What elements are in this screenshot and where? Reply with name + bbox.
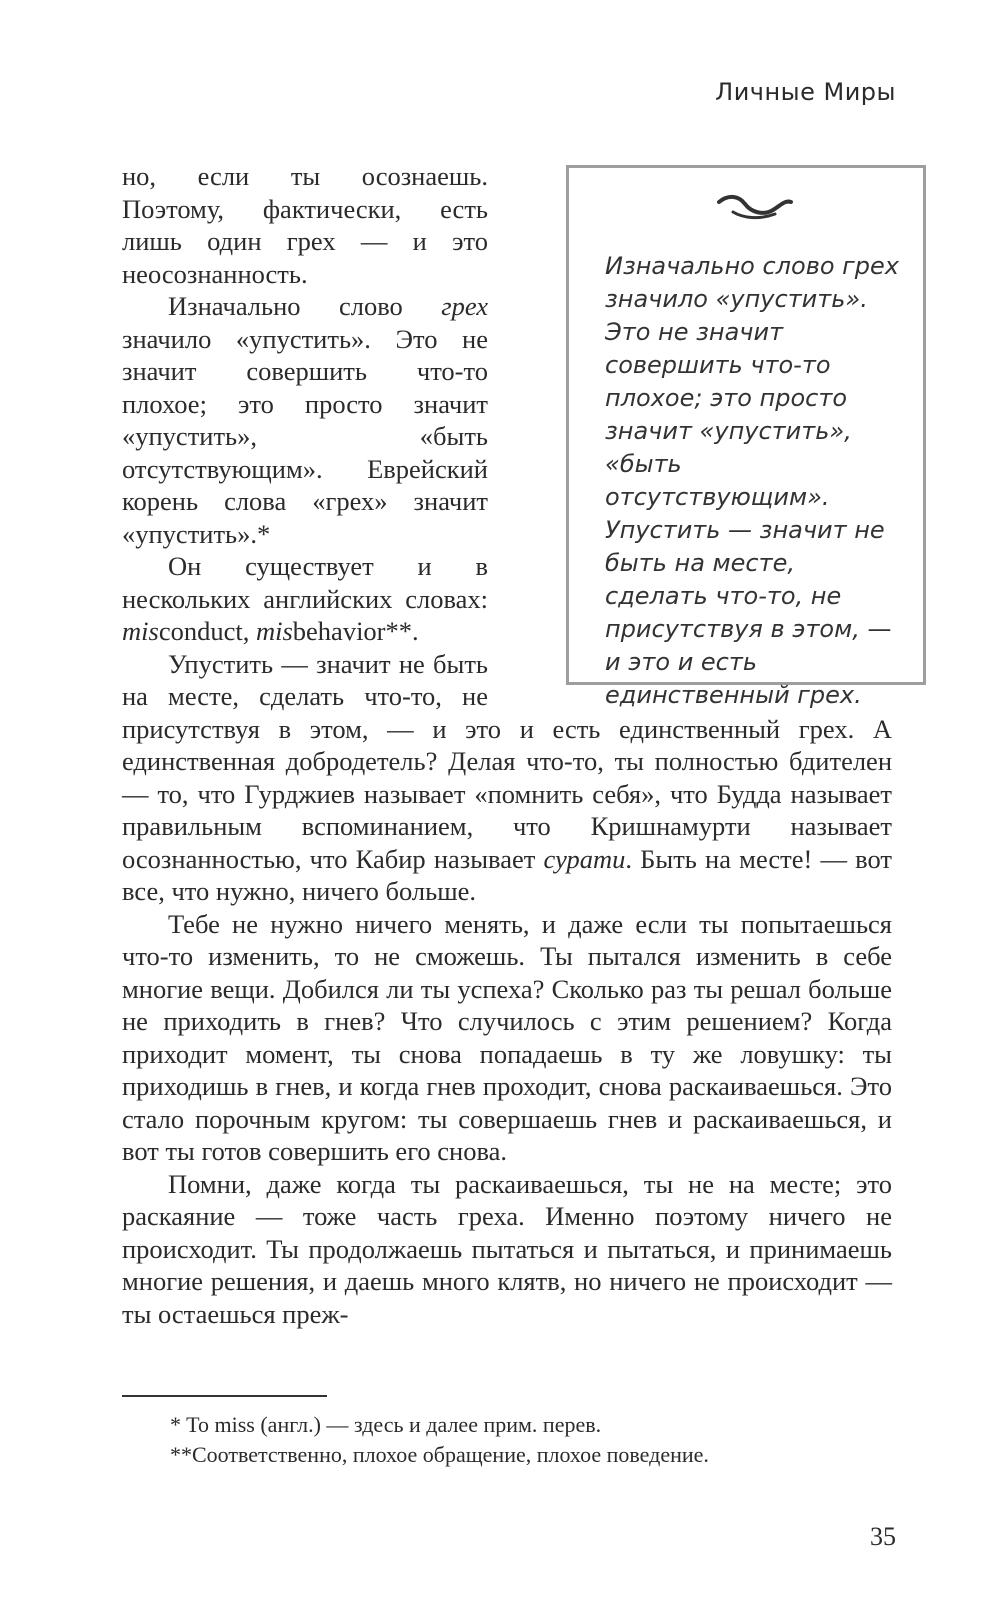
paragraph: Изначально слово грех значило «упустить». Это не значит совершить что-то плохое; это просто значит «упустить», «быть отсутствующим». Еврейский корень слова «грех» значит «упустить».* [122, 291, 488, 549]
paragraph: Помни, даже когда ты раскаиваешься, ты не на месте; это раскаяние — тоже часть греха. Именно поэтому ничего не происходит. Ты продолжаешь пытаться и пытаться, и принимаешь многие решения, и даешь много клятв, но ничего не происходит — ты остаешься преж- [122, 1168, 892, 1329]
main-text [122, 160, 892, 1330]
pull-quote-text: Изначально слово грех значило «упустить». Это не значит совершить что-то плохое; это просто значит «упустить», «быть отсутствующим». Упустить — значит не быть на месте, сделать что-то, не присутствуя в этом, — и это и есть единственный грех. [605, 252, 899, 709]
italic-term: грех [441, 291, 488, 321]
footnote-divider [122, 1395, 327, 1397]
paragraph: Упустить — значит не быть на месте, сделать что-то, не присутствуя в этом, — и это и есть единственный грех. А единственная добродетель? Делая что-то, ты полностью бдителен — то, что Гурджиев называет «помнить себя», что Будда называет правильным вспоминанием, что Кришнамурти называет осознанностью, что Кабир называет сурати. Быть на месте! — вот все, что нужно, ничего больше. [122, 648, 892, 906]
paragraph: но, если ты осознаешь. Поэтому, фактически, есть лишь один грех — и это неосознанность. [122, 161, 488, 289]
page-number: 35 [870, 1522, 896, 1551]
footnote: * To miss (англ.) — здесь и далее прим. перев. [170, 1412, 602, 1437]
italic-term: сурати [543, 843, 626, 874]
paragraph: Он существует и в нескольких английских словах: misconduct, misbehavior**. [122, 551, 488, 646]
footnotes [170, 1410, 709, 1470]
footnote: **Соответственно, плохое обращение, плохое поведение. [170, 1442, 709, 1467]
running-header: Личные Миры [715, 78, 896, 106]
paragraph: Тебе не нужно ничего менять, и даже если ты попытаешься что-то изменить, то не сможешь. Ты пытался изменить в себе многие вещи. Добился ли ты успеха? Сколько раз ты решал больше не приходить в гнев? Что случилось с этим решением? Когда приходит момент, ты снова попадаешь в ту же ловушку: ты приходишь в гнев, и когда гнев проходит, снова раскаиваешься. Это стало порочным кругом: ты совершаешь гнев и раскаиваешься, и вот ты готов совершить его снова. [122, 908, 892, 1166]
